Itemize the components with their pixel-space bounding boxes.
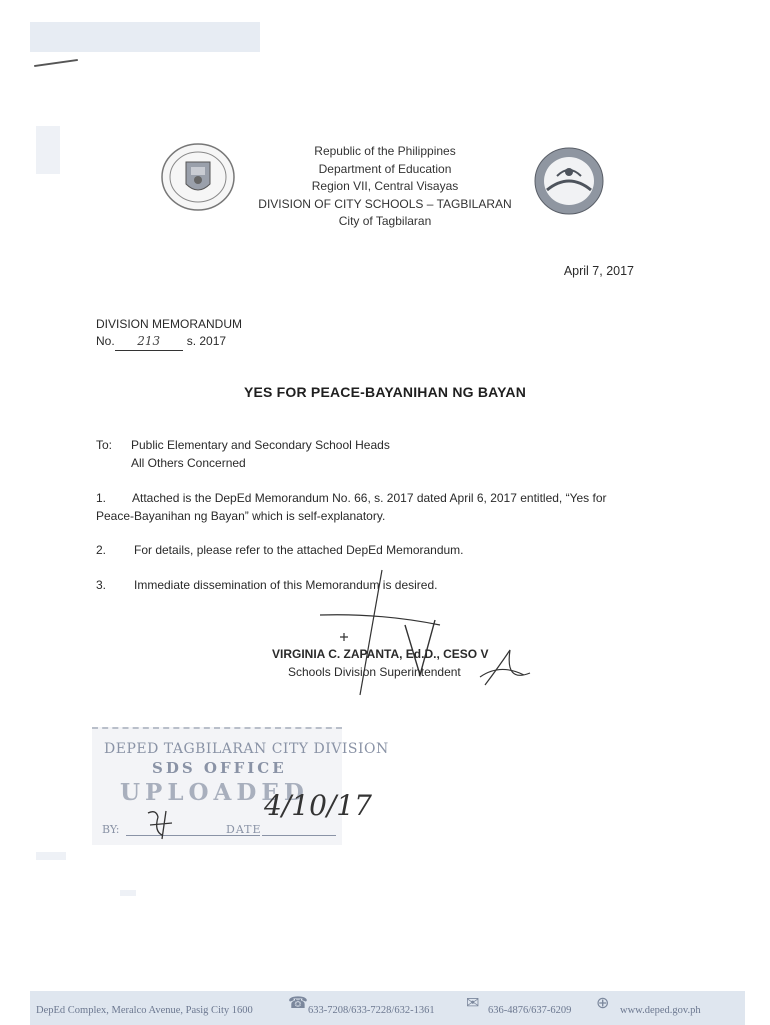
- handwritten-signature: [300, 565, 550, 715]
- web-icon: ⊕: [596, 995, 610, 1012]
- scan-smudge-top: [30, 22, 260, 52]
- paragraph-number: 3.: [96, 578, 107, 592]
- stamp-line-3: UPLOADED: [120, 779, 309, 806]
- paragraph-2: [96, 542, 696, 560]
- letterhead: [200, 143, 570, 231]
- paragraph-text: Attached is the DepEd Memorandum No. 66, s. 2017 dated April 6, 2017 entitled, “Yes for: [132, 491, 607, 505]
- memo-series: s. 2017: [186, 334, 227, 348]
- memo-label: DIVISION MEMORANDUM: [96, 317, 243, 331]
- memo-date: April 7, 2017: [563, 264, 634, 278]
- stamp-line-2: SDS OFFICE: [152, 759, 287, 777]
- letterhead-line-1: Republic of the Philippines: [314, 144, 456, 158]
- to-line-2: All Others Concerned: [131, 455, 246, 470]
- scan-mark: [34, 59, 78, 67]
- paragraph-number: 1.: [96, 491, 107, 505]
- fax-icon: ✉: [466, 995, 480, 1012]
- letterhead-line-4: DIVISION OF CITY SCHOOLS – TAGBILARAN: [258, 196, 512, 211]
- paragraph-text-cont: Peace-Bayanihan ng Bayan” which is self-explanatory.: [96, 508, 386, 523]
- letterhead-line-2: Department of Education: [318, 161, 452, 176]
- signatory-name: VIRGINIA C. ZAPANTA, Ed.D., CESO V: [272, 647, 489, 661]
- footer-fax: 636-4876/637-6209: [488, 1005, 572, 1016]
- memo-no-prefix: No.: [96, 334, 115, 348]
- scan-smudge-lower-2: [120, 890, 136, 896]
- footer-bar: [30, 991, 745, 1025]
- letterhead-line-3: Region VII, Central Visayas: [311, 179, 459, 193]
- stamp-initials: [142, 807, 182, 841]
- footer-phones: 633-7208/633-7228/632-1361: [308, 1005, 435, 1016]
- to-label: To:: [96, 438, 113, 452]
- signatory-title: Schools Division Superintendent: [288, 664, 461, 679]
- footer-address: DepEd Complex, Meralco Avenue, Pasig City 1600: [36, 1005, 253, 1016]
- memo-no-value: 213: [115, 333, 183, 351]
- addressee-block: [96, 437, 390, 472]
- footer-website: www.deped.gov.ph: [620, 1005, 701, 1016]
- paragraph-number: 2.: [96, 543, 107, 557]
- signatory-block: [272, 646, 488, 681]
- paragraph-text: Immediate dissemination of this Memorandum is desired.: [134, 578, 438, 592]
- letterhead-line-5: City of Tagbilaran: [338, 214, 432, 228]
- to-line-1: Public Elementary and Secondary School Heads: [131, 438, 390, 452]
- stamp-by-label: BY:: [102, 823, 120, 836]
- received-stamp: [92, 727, 389, 845]
- memo-number-block: [96, 316, 242, 351]
- paragraph-1: [96, 490, 696, 525]
- phone-icon: ☎: [288, 995, 308, 1012]
- memo-title: YES FOR PEACE-BAYANIHAN NG BAYAN: [243, 384, 527, 400]
- stamp-date-label: DATE: [226, 823, 262, 836]
- scan-smudge-lower: [36, 852, 66, 860]
- paragraph-text: For details, please refer to the attached DepEd Memorandum.: [134, 543, 464, 557]
- stamp-date-value: 4/10/17: [264, 789, 372, 822]
- scan-smudge-left: [36, 126, 60, 174]
- stamp-line-1: DEPED TAGBILARAN CITY DIVISION: [104, 741, 389, 757]
- stamp-date-line: [262, 835, 336, 836]
